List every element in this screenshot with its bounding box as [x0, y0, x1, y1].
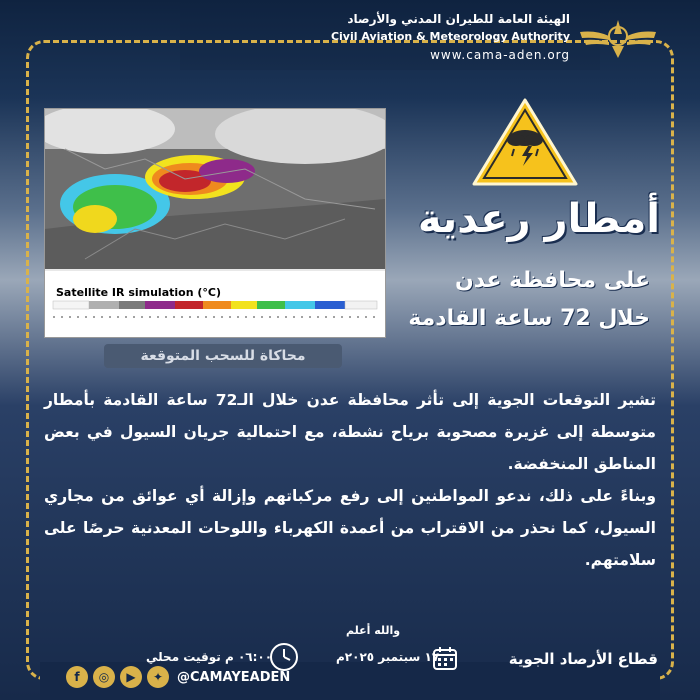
issue-time: ٠٦:٠٠ م توقيت محلي [146, 650, 273, 664]
advisory-body [44, 384, 656, 576]
closing-phrase: والله أعلم [346, 624, 401, 637]
thunderstorm-warning-icon [470, 96, 580, 188]
org-name-arabic: الهيئة العامة للطيران المدني والأرصاد [347, 12, 570, 26]
sector-name: قطاع الأرصاد الجوية [508, 650, 658, 668]
facebook-icon[interactable]: f [66, 666, 88, 688]
map-legend-title: Satellite IR simulation (°C) [56, 286, 221, 299]
advisory-paragraph-guidance: وبناءً على ذلك، ندعو المواطنين إلى رفع مركباتهم وإزالة أي عوائق من مجاري السيول، كما نحذر من الاقتراب من أعمدة الكهرباء واللوحات المعدنية حرصًا على سلامتهم. [44, 487, 656, 569]
instagram-icon[interactable]: ◎ [93, 666, 115, 688]
social-links [66, 665, 290, 689]
satellite-ir-map [44, 108, 386, 338]
headline-period: خلال 72 ساعة القادمة [408, 306, 650, 331]
advisory-paragraph-forecast: تشير التوقعات الجوية إلى تأثر محافظة عدن خلال الـ72 ساعة القادمة بأمطار متوسطة إلى غزيرة مصحوبة برياح نشطة، مع احتمالية جريان السيول في بعض المناطق المنخفضة. [44, 391, 656, 473]
org-name-english: Civil Aviation & Meteorology Authority [330, 30, 570, 43]
twitter-icon[interactable]: ✦ [147, 666, 169, 688]
issue-date: ١٧ سبتمبر ٢٠٢٥م [336, 650, 440, 664]
headline-title: أمطار رعدية [417, 196, 660, 242]
social-handle[interactable]: @CAMAYEADEN [177, 669, 291, 685]
satellite-map-graphic [45, 109, 385, 337]
cama-logo-icon [576, 12, 660, 62]
header [210, 10, 670, 66]
org-website[interactable]: www.cama-aden.org [430, 48, 570, 62]
youtube-icon[interactable]: ▶ [120, 666, 142, 688]
map-caption: محاكاة للسحب المتوقعة [140, 348, 306, 364]
headline-location: على محافظة عدن [454, 268, 650, 293]
